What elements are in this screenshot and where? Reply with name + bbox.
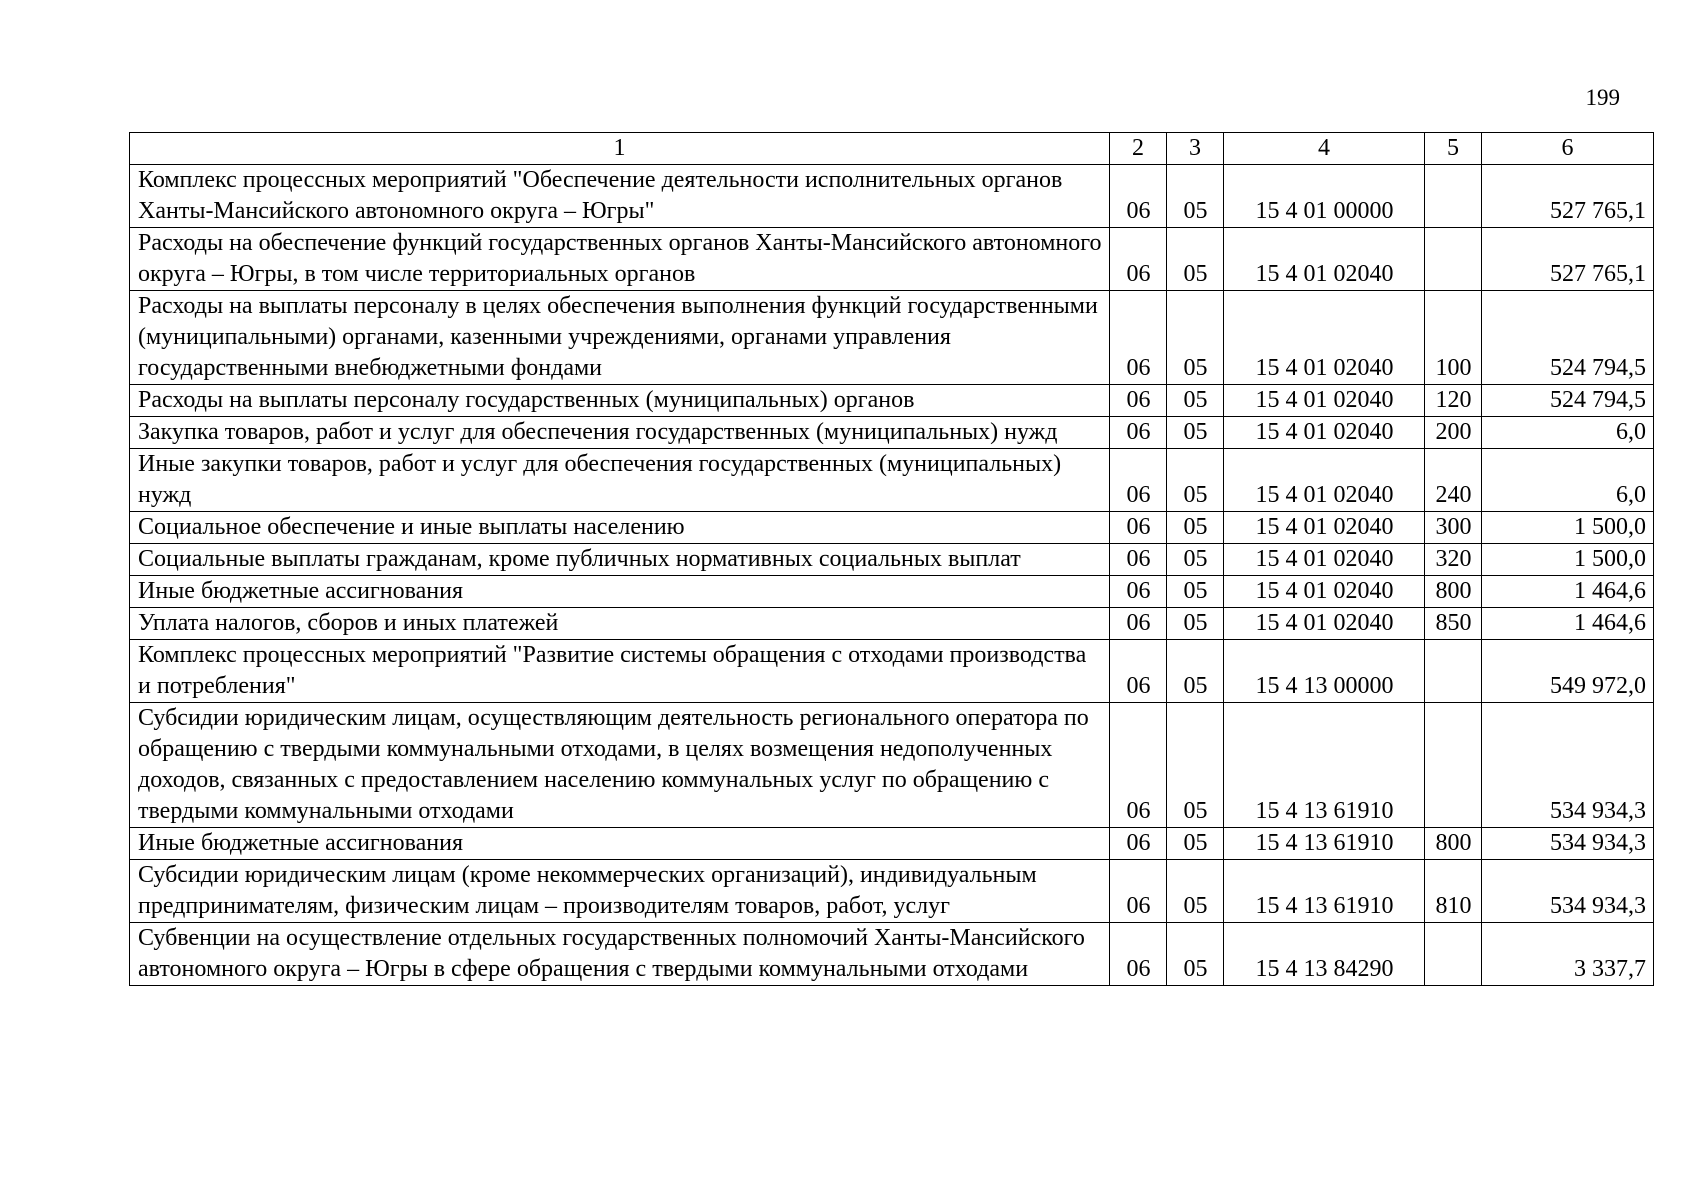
row-name-cell: Иные закупки товаров, работ и услуг для обеспечения государственных (муниципальных) нужд <box>130 449 1110 512</box>
row-subsection-cell: 05 <box>1167 923 1224 986</box>
table-row <box>130 512 1654 544</box>
row-target-article-cell: 15 4 13 84290 <box>1224 923 1425 986</box>
row-subsection-cell: 05 <box>1167 544 1224 576</box>
budget-table <box>129 132 1654 986</box>
table-row <box>130 608 1654 640</box>
row-expense-type-cell: 120 <box>1425 385 1482 417</box>
row-expense-type-cell: 810 <box>1425 860 1482 923</box>
table-row <box>130 544 1654 576</box>
row-name-cell: Расходы на выплаты персоналу государственных (муниципальных) органов <box>130 385 1110 417</box>
row-target-article-cell: 15 4 13 61910 <box>1224 703 1425 828</box>
row-subsection-cell: 05 <box>1167 576 1224 608</box>
row-name-cell: Субвенции на осуществление отдельных государственных полномочий Ханты-Мансийского автономного округа – Югры в сфере обращения с твердыми коммунальными отходами <box>130 923 1110 986</box>
row-name-cell: Расходы на выплаты персоналу в целях обеспечения выполнения функций государственными (муниципальными) органами, казенными учреждениями, органами управления государственными внебюджетными фондами <box>130 291 1110 385</box>
row-target-article-cell: 15 4 01 00000 <box>1224 165 1425 228</box>
row-name-cell: Социальные выплаты гражданам, кроме публичных нормативных социальных выплат <box>130 544 1110 576</box>
row-target-article-cell: 15 4 01 02040 <box>1224 608 1425 640</box>
row-amount-cell: 3 337,7 <box>1482 923 1654 986</box>
page-number: 199 <box>1585 85 1620 110</box>
row-target-article-cell: 15 4 01 02040 <box>1224 449 1425 512</box>
row-section-cell: 06 <box>1110 828 1167 860</box>
row-subsection-cell: 05 <box>1167 291 1224 385</box>
row-expense-type-cell: 850 <box>1425 608 1482 640</box>
column-header-3: 3 <box>1167 133 1224 165</box>
row-target-article-cell: 15 4 13 00000 <box>1224 640 1425 703</box>
row-amount-cell: 534 934,3 <box>1482 860 1654 923</box>
row-subsection-cell: 05 <box>1167 703 1224 828</box>
row-subsection-cell: 05 <box>1167 449 1224 512</box>
row-subsection-cell: 05 <box>1167 417 1224 449</box>
column-header-6: 6 <box>1482 133 1654 165</box>
table-row <box>130 640 1654 703</box>
row-name-cell: Социальное обеспечение и иные выплаты населению <box>130 512 1110 544</box>
row-section-cell: 06 <box>1110 512 1167 544</box>
row-subsection-cell: 05 <box>1167 165 1224 228</box>
row-target-article-cell: 15 4 01 02040 <box>1224 417 1425 449</box>
column-header-5: 5 <box>1425 133 1482 165</box>
row-section-cell: 06 <box>1110 860 1167 923</box>
row-expense-type-cell: 200 <box>1425 417 1482 449</box>
row-subsection-cell: 05 <box>1167 828 1224 860</box>
row-expense-type-cell: 240 <box>1425 449 1482 512</box>
table-row <box>130 828 1654 860</box>
table-row <box>130 576 1654 608</box>
row-amount-cell: 534 934,3 <box>1482 703 1654 828</box>
row-section-cell: 06 <box>1110 703 1167 828</box>
row-amount-cell: 549 972,0 <box>1482 640 1654 703</box>
row-section-cell: 06 <box>1110 165 1167 228</box>
row-expense-type-cell <box>1425 165 1482 228</box>
row-name-cell: Расходы на обеспечение функций государственных органов Ханты-Мансийского автономного округа – Югры, в том числе территориальных органов <box>130 228 1110 291</box>
row-amount-cell: 527 765,1 <box>1482 228 1654 291</box>
row-target-article-cell: 15 4 13 61910 <box>1224 828 1425 860</box>
row-expense-type-cell <box>1425 703 1482 828</box>
row-subsection-cell: 05 <box>1167 640 1224 703</box>
row-target-article-cell: 15 4 13 61910 <box>1224 860 1425 923</box>
row-expense-type-cell <box>1425 923 1482 986</box>
row-expense-type-cell: 100 <box>1425 291 1482 385</box>
table-body <box>130 133 1654 986</box>
row-target-article-cell: 15 4 01 02040 <box>1224 512 1425 544</box>
row-expense-type-cell <box>1425 228 1482 291</box>
row-amount-cell: 1 464,6 <box>1482 608 1654 640</box>
row-amount-cell: 6,0 <box>1482 417 1654 449</box>
table-row <box>130 923 1654 986</box>
row-section-cell: 06 <box>1110 923 1167 986</box>
row-section-cell: 06 <box>1110 640 1167 703</box>
column-header-4: 4 <box>1224 133 1425 165</box>
row-subsection-cell: 05 <box>1167 228 1224 291</box>
row-target-article-cell: 15 4 01 02040 <box>1224 385 1425 417</box>
row-section-cell: 06 <box>1110 291 1167 385</box>
row-expense-type-cell <box>1425 640 1482 703</box>
row-subsection-cell: 05 <box>1167 608 1224 640</box>
row-name-cell: Субсидии юридическим лицам, осуществляющим деятельность регионального оператора по обращению с твердыми коммунальными отходами, в целях возмещения недополученных доходов, связанных с предоставлением населению коммунальных услуг по обращению с твердыми коммунальными отходами <box>130 703 1110 828</box>
row-name-cell: Комплекс процессных мероприятий "Обеспечение деятельности исполнительных органов Ханты-Мансийского автономного округа – Югры" <box>130 165 1110 228</box>
row-name-cell: Комплекс процессных мероприятий "Развитие системы обращения с отходами производства и потребления" <box>130 640 1110 703</box>
column-number-row <box>130 133 1654 165</box>
row-expense-type-cell: 320 <box>1425 544 1482 576</box>
row-amount-cell: 1 464,6 <box>1482 576 1654 608</box>
row-section-cell: 06 <box>1110 608 1167 640</box>
row-expense-type-cell: 800 <box>1425 576 1482 608</box>
row-subsection-cell: 05 <box>1167 512 1224 544</box>
table-row <box>130 860 1654 923</box>
row-target-article-cell: 15 4 01 02040 <box>1224 228 1425 291</box>
row-name-cell: Иные бюджетные ассигнования <box>130 576 1110 608</box>
row-section-cell: 06 <box>1110 576 1167 608</box>
row-target-article-cell: 15 4 01 02040 <box>1224 291 1425 385</box>
row-section-cell: 06 <box>1110 385 1167 417</box>
column-header-2: 2 <box>1110 133 1167 165</box>
row-name-cell: Закупка товаров, работ и услуг для обеспечения государственных (муниципальных) нужд <box>130 417 1110 449</box>
row-name-cell: Иные бюджетные ассигнования <box>130 828 1110 860</box>
table-row <box>130 228 1654 291</box>
table-row <box>130 291 1654 385</box>
row-amount-cell: 1 500,0 <box>1482 512 1654 544</box>
table-row <box>130 165 1654 228</box>
row-section-cell: 06 <box>1110 228 1167 291</box>
row-amount-cell: 1 500,0 <box>1482 544 1654 576</box>
row-amount-cell: 524 794,5 <box>1482 291 1654 385</box>
row-amount-cell: 524 794,5 <box>1482 385 1654 417</box>
row-expense-type-cell: 800 <box>1425 828 1482 860</box>
column-header-1: 1 <box>130 133 1110 165</box>
row-name-cell: Субсидии юридическим лицам (кроме некоммерческих организаций), индивидуальным предпринимателям, физическим лицам – производителям товаров, работ, услуг <box>130 860 1110 923</box>
table-row <box>130 385 1654 417</box>
row-section-cell: 06 <box>1110 449 1167 512</box>
table-row <box>130 703 1654 828</box>
row-target-article-cell: 15 4 01 02040 <box>1224 544 1425 576</box>
table-row <box>130 449 1654 512</box>
table-row <box>130 417 1654 449</box>
row-amount-cell: 527 765,1 <box>1482 165 1654 228</box>
row-amount-cell: 6,0 <box>1482 449 1654 512</box>
row-section-cell: 06 <box>1110 417 1167 449</box>
row-subsection-cell: 05 <box>1167 860 1224 923</box>
row-name-cell: Уплата налогов, сборов и иных платежей <box>130 608 1110 640</box>
row-amount-cell: 534 934,3 <box>1482 828 1654 860</box>
row-target-article-cell: 15 4 01 02040 <box>1224 576 1425 608</box>
row-expense-type-cell: 300 <box>1425 512 1482 544</box>
row-section-cell: 06 <box>1110 544 1167 576</box>
row-subsection-cell: 05 <box>1167 385 1224 417</box>
